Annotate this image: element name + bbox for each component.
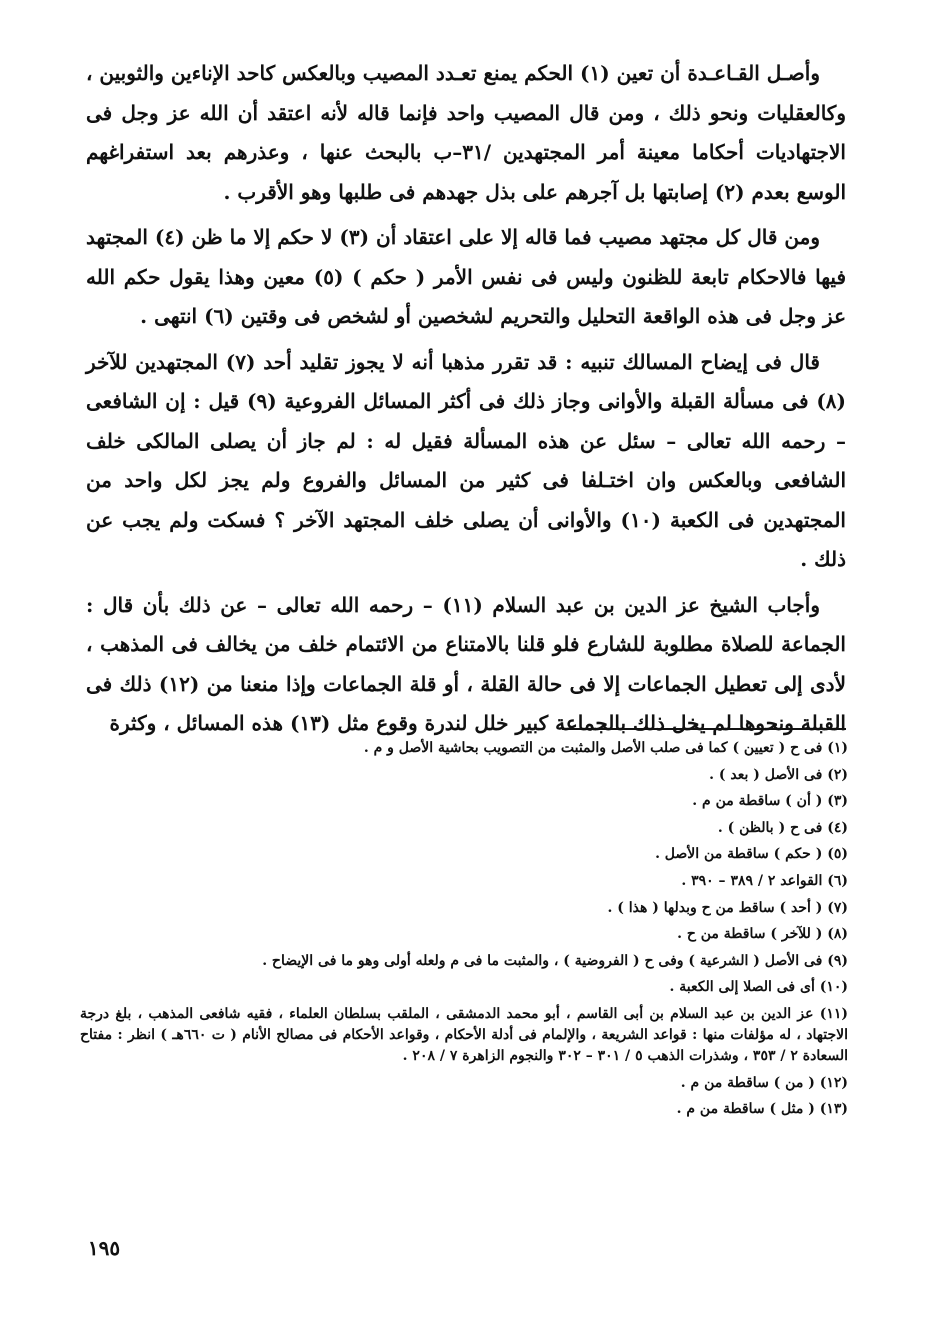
footnote-8: (٨) ( للآخر ) ساقطة من ح . — [677, 926, 848, 943]
footnote-3: (٣) ( أن ) ساقطة من م . — [692, 793, 848, 810]
body-paragraph-3: قال فى إيضاح المسالك تنبيه : قد تقرر مذهبا أنه لا يجوز تقليد أحد (٧) المجتهدين للآخر (٨) فى مسألة القبلة والأوانى وجاز ذلك فى أكثر المسائل الفروعية (٩) قيل : إن الشافعى – رحمه الله تعالى – سئل عن هذه المسألة فقيل له : لم جاز أن يصلى المالكى خلف الشافعى وبالعكس وان اختـلفا فى كثير من المسائل والفروع ولم يجز لكل واحد من المجتهدين فى الكعبة (١٠) والأوانى أن يصلى خلف المجتهد الآخر ؟ فسكت ولم يجب عن ذلك . — [86, 349, 846, 571]
footnotes-section — [80, 738, 848, 1126]
footnote-10: (١٠) أى فى الصلا إلى الكعبة . — [669, 979, 848, 996]
body-paragraph-1: وأصـل القـاعـدة أن تعين (١) الحكم يمنع تعـدد المصيب وبالعكس كاحد الإناءين والثوبين ، وكالعقليات ونحو ذلك ، ومن قال المصيب واحد فإنما قاله لأنه اعتقد أن الله عز وجل فى الاجتهاديات أحكاما معينة أمر المجتهدين /٣١–ب بالبحث عنها ، وعذرهم بعد استفراغهم الوسع بعدم (٢) إصابتها بل آجرهم على بذل جهدهم فى طلبها وهو الأقرب . — [86, 61, 846, 204]
footnote-5: (٥) ( حكم ) ساقطة من الأصل . — [655, 846, 848, 863]
footnote-9: (٩) فى الأصل ( الشرعية ) وفى ح ( الفروضية ) ، والمثبت ما فى م ولعله أولى وهو ما فى الإيضاح . — [262, 952, 848, 969]
footnote-7: (٧) ( أحد ) ساقط من ح وبدلها ( هذا ) . — [607, 899, 848, 916]
footnote-4: (٤) فى ح ( بالظن ) . — [717, 819, 848, 836]
footnote-separator — [562, 728, 846, 730]
footnote-6: (٦) القواعد ٢ / ٣٨٩ – ٣٩٠ . — [681, 872, 848, 889]
main-text-block — [86, 54, 846, 750]
body-paragraph-2: ومن قال كل مجتهد مصيب فما قاله إلا على اعتقاد أن (٣) لا حكم إلا ما ظن (٤) المجتهد فيها فالاحكام تابعة للظنون وليس فى نفس الأمر ( حكم ) (٥) معين وهذا يقول حكم الله عز وجل فى هذه الواقعة التحليل والتحريم لشخصين أو لشخص فى وقتين (٦) انتهى . — [86, 225, 847, 328]
footnote-11: (١١) عز الدين بن عبد السلام بن أبى القاسم ، أبو محمد الدمشقى ، الملقب بسلطان العلماء ، فقيه شافعى المذهب ، بلغ درجة الاجتهاد ، له مؤلفات منها : قواعد الشريعة ، والإلمام فى أدلة الأحكام ، وقواعد الأحكام فى مصالح الأنام ( ت ٦٦٠هـ ) انظر : مفتاح السعادة ٢ / ٣٥٣ ، وشذرات الذهب ٥ / ٣٠١ – ٣٠٢ والنجوم الزاهرة ٧ / ٢٠٨ . — [80, 1005, 848, 1064]
page-number: ١٩٥ — [87, 1236, 121, 1260]
footnote-12: (١٢) ( من ) ساقطة من م . — [680, 1074, 848, 1091]
body-paragraph-4: وأجاب الشيخ عز الدين بن عبد السلام (١١) – رحمه الله تعالى – عن ذلك بأن قال : الجماعة للصلاة مطلوبة للشارع فلو قلنا بالامتناع من الائتمام خلف من يخالف فى المذهب ، لأدى إلى تعطيل الجماعات إلا فى حالة القلة ، أو قلة الجماعات وإذا منعنا من (١٢) ذلك فى القبلة ونحوها لم يخل ذلك بالجماعة كبير خلل لندرة وقوع مثل (١٣) هذه المسائل ، وكثرة — [86, 592, 846, 735]
footnote-2: (٢) فى الأصل ( بعد ) . — [709, 766, 848, 783]
footnote-1: (١) فى ح ( تعيين ) كما فى صلب الأصل والمثبت من التصويب بحاشية الأصل و م . — [363, 740, 848, 756]
footnote-13: (١٣) ( مثل ) ساقطة من م . — [676, 1101, 848, 1118]
